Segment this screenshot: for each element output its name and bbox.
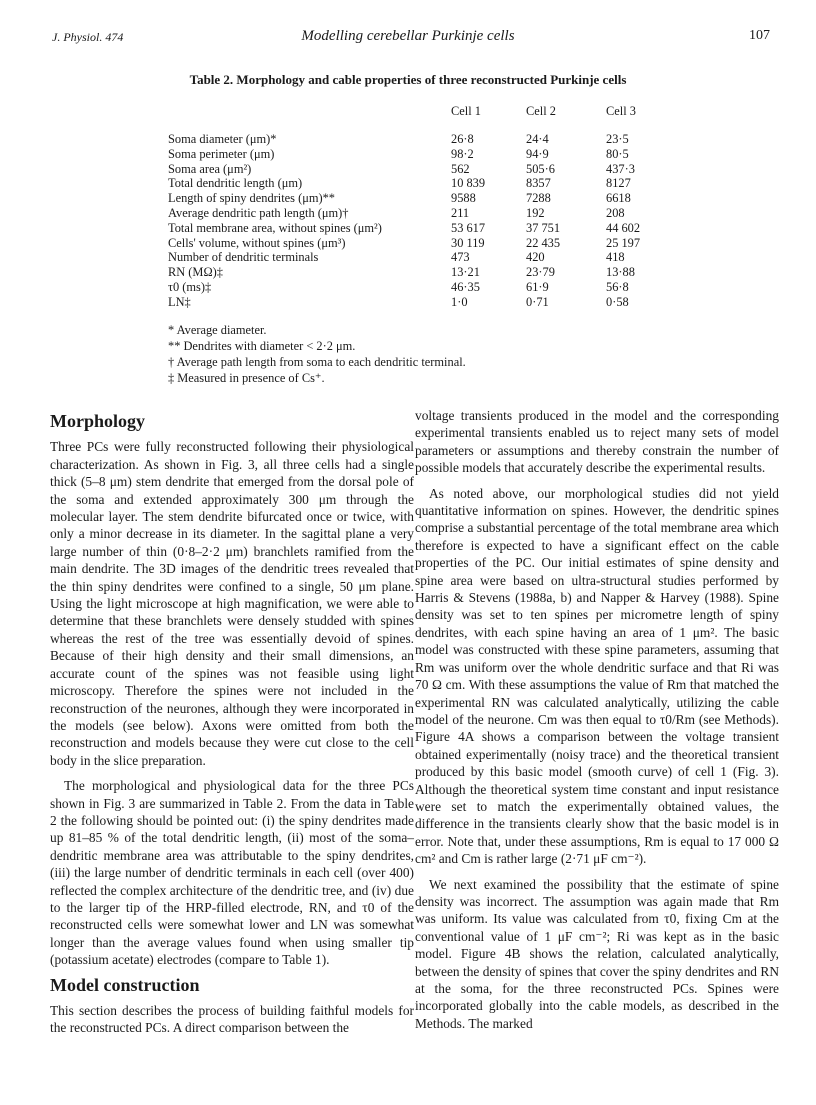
paragraph: The morphological and physiological data for the three PCs shown in Fig. 3 are summarized in Table 2. From the data in Table 2 the following should be pointed out: (i) the spiny dendrites made up 81–85 % of the total dendritic length, (ii) most of the soma–dendritic membrane area was attributable to the spiny dendrites, (iii) the large number of dendritic terminals in each cell (over 400) reflected the complex architecture of the dendritic tree, and (iv) due to the larger tip of the HRP-filled electrode, RN, and τ0 of the reconstructed cells were somewhat lower and LN was somewhat longer than the average values found when using smaller tip (potassium acetate) electrodes (compare to Table 1). [50, 778, 414, 968]
table-cell: 7288 [526, 191, 551, 206]
table-cell: 473 [451, 250, 470, 265]
paragraph: Three PCs were fully reconstructed following their physiological characterization. As shown in Fig. 3, all three cells had a single thick (5–8 μm) stem dendrite that emerged from the dorsal pole of the soma and extended approximately 300 μm through the molecular layer. The stem dendrite bifurcated once or twice, with only a minor decrease in its diameter. In the sagittal plane a very large number of thin (0·8–2·2 μm) branchlets ramified from the main dendrite. The 3D images of the dendritic trees revealed that the thin spiny dendrites were confined to a single, 50 μm plane. Using the light microscope at high magnification, we were able to determine that these branchlets were densely studded with spines whereas the rest of the tree was essentially devoid of spines. Because of their high density and their small dimensions, an accurate count of the spines was not feasible using light microscopy. Therefore the spines were not included in the reconstruction of the neurones, although they were incorporated in the models (see below). Axons were omitted from both the reconstruction and models because they were cut close to the cell body in the slice preparation. [50, 439, 414, 768]
table-cell: 61·9 [526, 279, 549, 294]
table-cell: 25 197 [606, 235, 641, 250]
table-cell: 0·71 [526, 294, 549, 309]
row-label: τ0 (ms)‡ [168, 279, 212, 294]
footnote: ** Dendrites with diameter < 2·2 μm. [168, 339, 356, 353]
row-label: Soma area (μm²) [168, 161, 252, 176]
journal-ref: J. Physiol. 474 [52, 30, 124, 44]
table-cell: 420 [526, 250, 545, 265]
paragraph: This section describes the process of building faithful models for the reconstructed PCs. A direct comparison between the [50, 1003, 414, 1036]
table-cell: 53 617 [451, 220, 486, 235]
table-cell: 562 [451, 161, 470, 176]
table-cell: 23·79 [526, 265, 555, 280]
row-label: LN‡ [168, 294, 191, 309]
table-cell: 1·0 [451, 294, 468, 309]
page-number: 107 [749, 28, 770, 43]
row-label: Total membrane area, without spines (μm²) [168, 220, 382, 235]
paragraph: voltage transients produced in the model and the corresponding experimental transients enabled us to reject many sets of model parameters or assumptions and thereby constrain the number of possible models that accurately describe the experimental results. [415, 408, 779, 476]
row-label: Average dendritic path length (μm)† [168, 205, 349, 220]
table-cell: 8357 [526, 176, 551, 191]
section-heading-morphology: Morphology [50, 411, 146, 431]
table-cell: 24·4 [526, 132, 549, 146]
left-column [50, 407, 414, 1037]
table-row [168, 280, 688, 295]
table-header-row [168, 104, 688, 124]
table-cell: 10 839 [451, 176, 486, 191]
table-cell: 13·88 [606, 265, 635, 280]
footnote: * Average diameter. [168, 323, 267, 337]
table-row [168, 206, 688, 221]
table-cell: 505·6 [526, 161, 555, 176]
row-label: Number of dendritic terminals [168, 250, 319, 265]
table-cell: 13·21 [451, 265, 480, 280]
table-cell: 98·2 [451, 146, 474, 161]
table-row [168, 191, 688, 206]
paragraph: We next examined the possibility that the estimate of spine density was incorrect. The assumption was again made that Rm was uniform. Its value was calculated from τ0, fixing Cm at the conventional value of 1 μF cm⁻²; Ri was kept as in the basic model. Figure 4B shows the relation, calculated analytically, between the density of spines that cover the spiny dendrites and RN at the soma, for the three reconstructed PCs. Spines were incorporated globally into the cable models, as described in the Methods. The marked [415, 876, 779, 1031]
table-cell: 94·9 [526, 146, 549, 161]
row-label: Length of spiny dendrites (μm)** [168, 191, 336, 206]
table-cell: 22 435 [526, 235, 561, 250]
footnote: ‡ Measured in presence of Cs⁺. [168, 371, 325, 385]
table-row [168, 147, 688, 162]
table-footnotes [168, 322, 466, 386]
table-row [168, 295, 688, 310]
table-row [168, 265, 688, 280]
table-cell: 80·5 [606, 146, 629, 161]
table-cell: 418 [606, 250, 625, 265]
table-caption: Table 2. Morphology and cable properties of three reconstructed Purkinje cells [189, 72, 627, 87]
footnote: † Average path length from soma to each dendritic terminal. [168, 355, 466, 369]
table-cell: 23·5 [606, 132, 629, 146]
running-title: Modelling cerebellar Purkinje cells [301, 28, 515, 44]
table-cell: 208 [606, 205, 625, 220]
table-cell: 211 [451, 205, 470, 220]
row-label: Soma perimeter (μm) [168, 146, 275, 161]
table-cell: 44 602 [606, 220, 641, 235]
table-row [168, 176, 688, 191]
table-cell: 56·8 [606, 279, 629, 294]
table-row [168, 221, 688, 236]
page-header [38, 28, 778, 50]
table-cell: 437·3 [606, 161, 635, 176]
table-cell: 6618 [606, 191, 631, 206]
row-label: Total dendritic length (μm) [168, 176, 303, 191]
column-header: Cell 2 [526, 104, 556, 118]
table-cell: 46·35 [451, 279, 480, 294]
row-label: Cells' volume, without spines (μm³) [168, 235, 346, 250]
table-row [168, 236, 688, 251]
paragraph: As noted above, our morphological studies did not yield quantitative information on spines. However, the dendritic spines comprise a substantial percentage of the total membrane area which therefore is expected to have a significant effect on the cable properties of the PC. Our initial estimates of spine density and spine area were based on ultra-structural studies performed by Harris & Stevens (1988a, b) and Napper & Harvey (1988). Spine density was set to ten spines per micrometre length of spiny dendrites, with each spine having an area of 1 μm². The basic model was constructed with these spine parameters, assuming that Rm was uniform over the whole dendritic surface and that Ri was 70 Ω cm. With these assumptions the value of Rm that matched the experimental RN was calculated analytically, utilizing the cable model of the neurone. Cm was then equal to τ0/Rm (see Methods). Figure 4A shows a comparison between the voltage transient obtained experimentally (noisy trace) and the theoretical transient produced by this basic model (smooth curve) of cell 1 (Fig. 3). Although the theoretical system time constant and input resistance were set to match the experimentally obtained values, the difference in the transients clearly show that the basic model is in error. Note that, under these assumptions, Rm is equal to 17 000 Ω cm² and Cm is rather large (2·71 μF cm⁻²). [415, 485, 779, 867]
row-label: Soma diameter (μm)* [168, 132, 277, 146]
table-row [168, 250, 688, 265]
right-column [415, 407, 779, 1032]
column-header: Cell 1 [451, 104, 481, 118]
column-header: Cell 3 [606, 104, 636, 118]
table-cell: 37 751 [526, 220, 561, 235]
table-cell: 192 [526, 205, 545, 220]
table-row [168, 132, 688, 147]
table-row [168, 162, 688, 177]
data-table [168, 104, 688, 310]
table-cell: 8127 [606, 176, 631, 191]
table-cell: 0·58 [606, 294, 629, 309]
row-label: RN (MΩ)‡ [168, 265, 223, 280]
table-cell: 26·8 [451, 132, 474, 146]
section-heading-model-construction: Model construction [50, 974, 200, 995]
table-cell: 9588 [451, 191, 476, 206]
table-cell: 30 119 [451, 235, 485, 250]
